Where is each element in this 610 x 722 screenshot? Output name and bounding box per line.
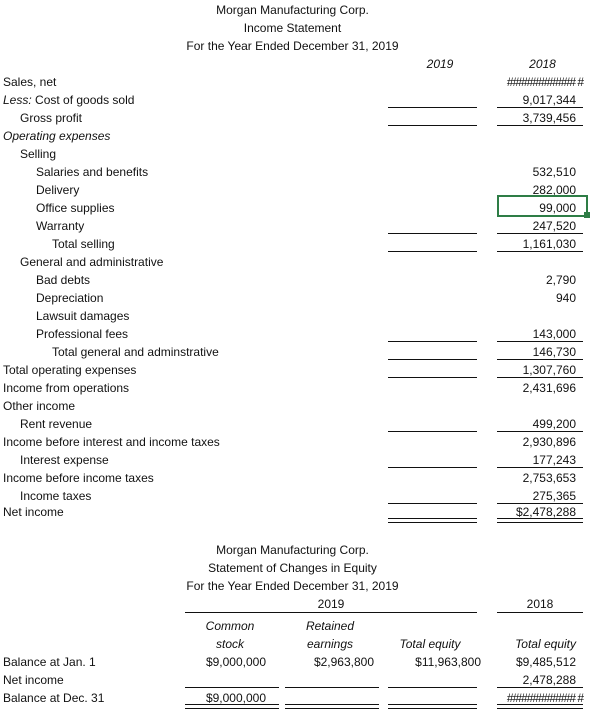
eq-year-2019: 2019 <box>317 597 345 611</box>
double-underline <box>497 518 583 523</box>
eq-header-common-2: stock <box>215 637 244 651</box>
eq-header-total-equity: Total equity <box>399 637 461 651</box>
underline <box>388 431 477 432</box>
row-value-interest-expense[interactable]: 177,243 <box>532 453 576 467</box>
row-value-total-gen-admin[interactable]: 146,730 <box>532 345 576 359</box>
row-label-rent-revenue: Rent revenue <box>20 417 93 431</box>
underline <box>497 359 583 360</box>
eq-row-label-net-income: Net income <box>3 673 64 687</box>
row-label-professional-fees: Professional fees <box>36 327 129 341</box>
underline <box>497 107 583 108</box>
row-value-professional-fees[interactable]: 143,000 <box>532 327 576 341</box>
row-label-ebt: Income before income taxes <box>3 471 154 485</box>
eq-value-total-jan[interactable]: $11,963,800 <box>415 655 481 669</box>
double-underline <box>285 704 379 709</box>
is-col-2018: 2018 <box>529 57 556 71</box>
eq-value-common-jan[interactable]: $9,000,000 <box>205 655 266 669</box>
row-value-office-supplies[interactable]: 99,000 <box>539 201 576 215</box>
underline <box>388 341 477 342</box>
eq-value-net-income-2018[interactable]: 2,478,288 <box>522 673 576 687</box>
row-value-gross-profit[interactable]: 3,739,456 <box>522 111 576 125</box>
eq-header-common-1: Common <box>205 619 255 633</box>
row-label-warranty: Warranty <box>36 219 85 233</box>
eq-title: Statement of Changes in Equity <box>208 561 377 575</box>
underline <box>497 233 583 234</box>
row-label-salaries: Salaries and benefits <box>36 165 149 179</box>
row-label-gross-profit: Gross profit <box>20 111 83 125</box>
underline <box>388 687 477 688</box>
underline <box>388 467 477 468</box>
row-label-selling: Selling <box>20 147 57 161</box>
row-value-ebt[interactable]: 2,753,653 <box>522 471 576 485</box>
row-label-ebit: Income before interest and income taxes <box>3 435 220 449</box>
row-value-warranty[interactable]: 247,520 <box>532 219 576 233</box>
underline <box>388 125 477 126</box>
underline <box>185 687 279 688</box>
fill-handle[interactable] <box>584 212 590 218</box>
underline <box>497 503 583 504</box>
row-label-delivery: Delivery <box>36 183 80 197</box>
row-label-depreciation: Depreciation <box>36 291 104 305</box>
row-value-salaries[interactable]: 532,510 <box>532 165 576 179</box>
cogs-label: Cost of goods sold <box>35 93 135 107</box>
underline <box>285 687 379 688</box>
eq-value-total2018-dec[interactable]: ############ # <box>506 691 583 705</box>
underline <box>497 612 583 613</box>
eq-year-2018: 2018 <box>526 597 554 611</box>
row-value-bad-debts[interactable]: 2,790 <box>545 273 576 287</box>
is-company: Morgan Manufacturing Corp. <box>216 3 369 17</box>
row-label-gen-admin: General and administrative <box>20 255 164 269</box>
eq-header-retained-1: Retained <box>305 619 355 633</box>
row-value-income-ops[interactable]: 2,431,696 <box>522 381 576 395</box>
underline <box>388 251 477 252</box>
eq-value-retained-jan[interactable]: $2,963,800 <box>313 655 374 669</box>
eq-company: Morgan Manufacturing Corp. <box>216 543 369 557</box>
double-underline <box>388 704 477 709</box>
underline <box>497 251 583 252</box>
row-label-operating-expenses: Operating expenses <box>3 129 111 143</box>
underline <box>388 377 477 378</box>
eq-row-label-balance-dec: Balance at Dec. 31 <box>3 691 105 705</box>
eq-row-label-balance-jan: Balance at Jan. 1 <box>3 655 96 669</box>
underline <box>497 125 583 126</box>
row-value-rent-revenue[interactable]: 499,200 <box>532 417 576 431</box>
underline <box>388 503 477 504</box>
eq-header-retained-2: earnings <box>306 637 354 651</box>
row-value-ebit[interactable]: 2,930,896 <box>522 435 576 449</box>
row-value-total-selling[interactable]: 1,161,030 <box>522 237 576 251</box>
less-prefix: Less: <box>3 93 32 107</box>
row-label-net-income: Net income <box>3 505 64 519</box>
row-label-income-taxes: Income taxes <box>20 489 92 503</box>
is-col-2019: 2019 <box>426 57 454 71</box>
underline <box>497 467 583 468</box>
is-title: Income Statement <box>243 21 342 35</box>
double-underline <box>185 704 279 709</box>
row-label-bad-debts: Bad debts <box>36 273 91 287</box>
row-value-income-taxes[interactable]: 275,365 <box>532 489 576 503</box>
row-value-delivery[interactable]: 282,000 <box>532 183 576 197</box>
eq-period: For the Year Ended December 31, 2019 <box>186 579 399 593</box>
row-label-sales: Sales, net <box>3 75 57 89</box>
underline <box>497 377 583 378</box>
eq-value-common-dec[interactable]: $9,000,000 <box>205 691 266 705</box>
double-underline <box>388 518 477 523</box>
underline <box>185 612 477 613</box>
row-label-income-ops: Income from operations <box>3 381 130 395</box>
underline <box>388 107 477 108</box>
row-value-net-income[interactable]: $2,478,288 <box>515 505 576 519</box>
row-label-cogs <box>3 93 134 107</box>
row-label-total-operating: Total operating expenses <box>3 363 137 377</box>
row-label-interest-expense: Interest expense <box>20 453 109 467</box>
eq-header-total-equity-2018: Total equity <box>515 637 576 651</box>
is-period: For the Year Ended December 31, 2019 <box>186 39 399 53</box>
row-label-other-income: Other income <box>3 399 76 413</box>
row-label-total-gen-admin: Total general and adminstrative <box>52 345 219 359</box>
underline <box>497 431 583 432</box>
double-underline <box>497 704 583 709</box>
underline <box>388 359 477 360</box>
eq-value-total2018-jan[interactable]: $9,485,512 <box>515 655 576 669</box>
row-value-cogs[interactable]: 9,017,344 <box>522 93 576 107</box>
row-value-depreciation[interactable]: 940 <box>555 291 576 305</box>
underline <box>497 341 583 342</box>
row-value-sales[interactable]: ############ # <box>506 75 583 89</box>
row-label-office-supplies: Office supplies <box>36 201 115 215</box>
row-value-total-operating[interactable]: 1,307,760 <box>522 363 576 377</box>
underline <box>497 687 583 688</box>
underline <box>388 233 477 234</box>
row-label-lawsuit: Lawsuit damages <box>36 309 130 323</box>
row-label-total-selling: Total selling <box>52 237 115 251</box>
